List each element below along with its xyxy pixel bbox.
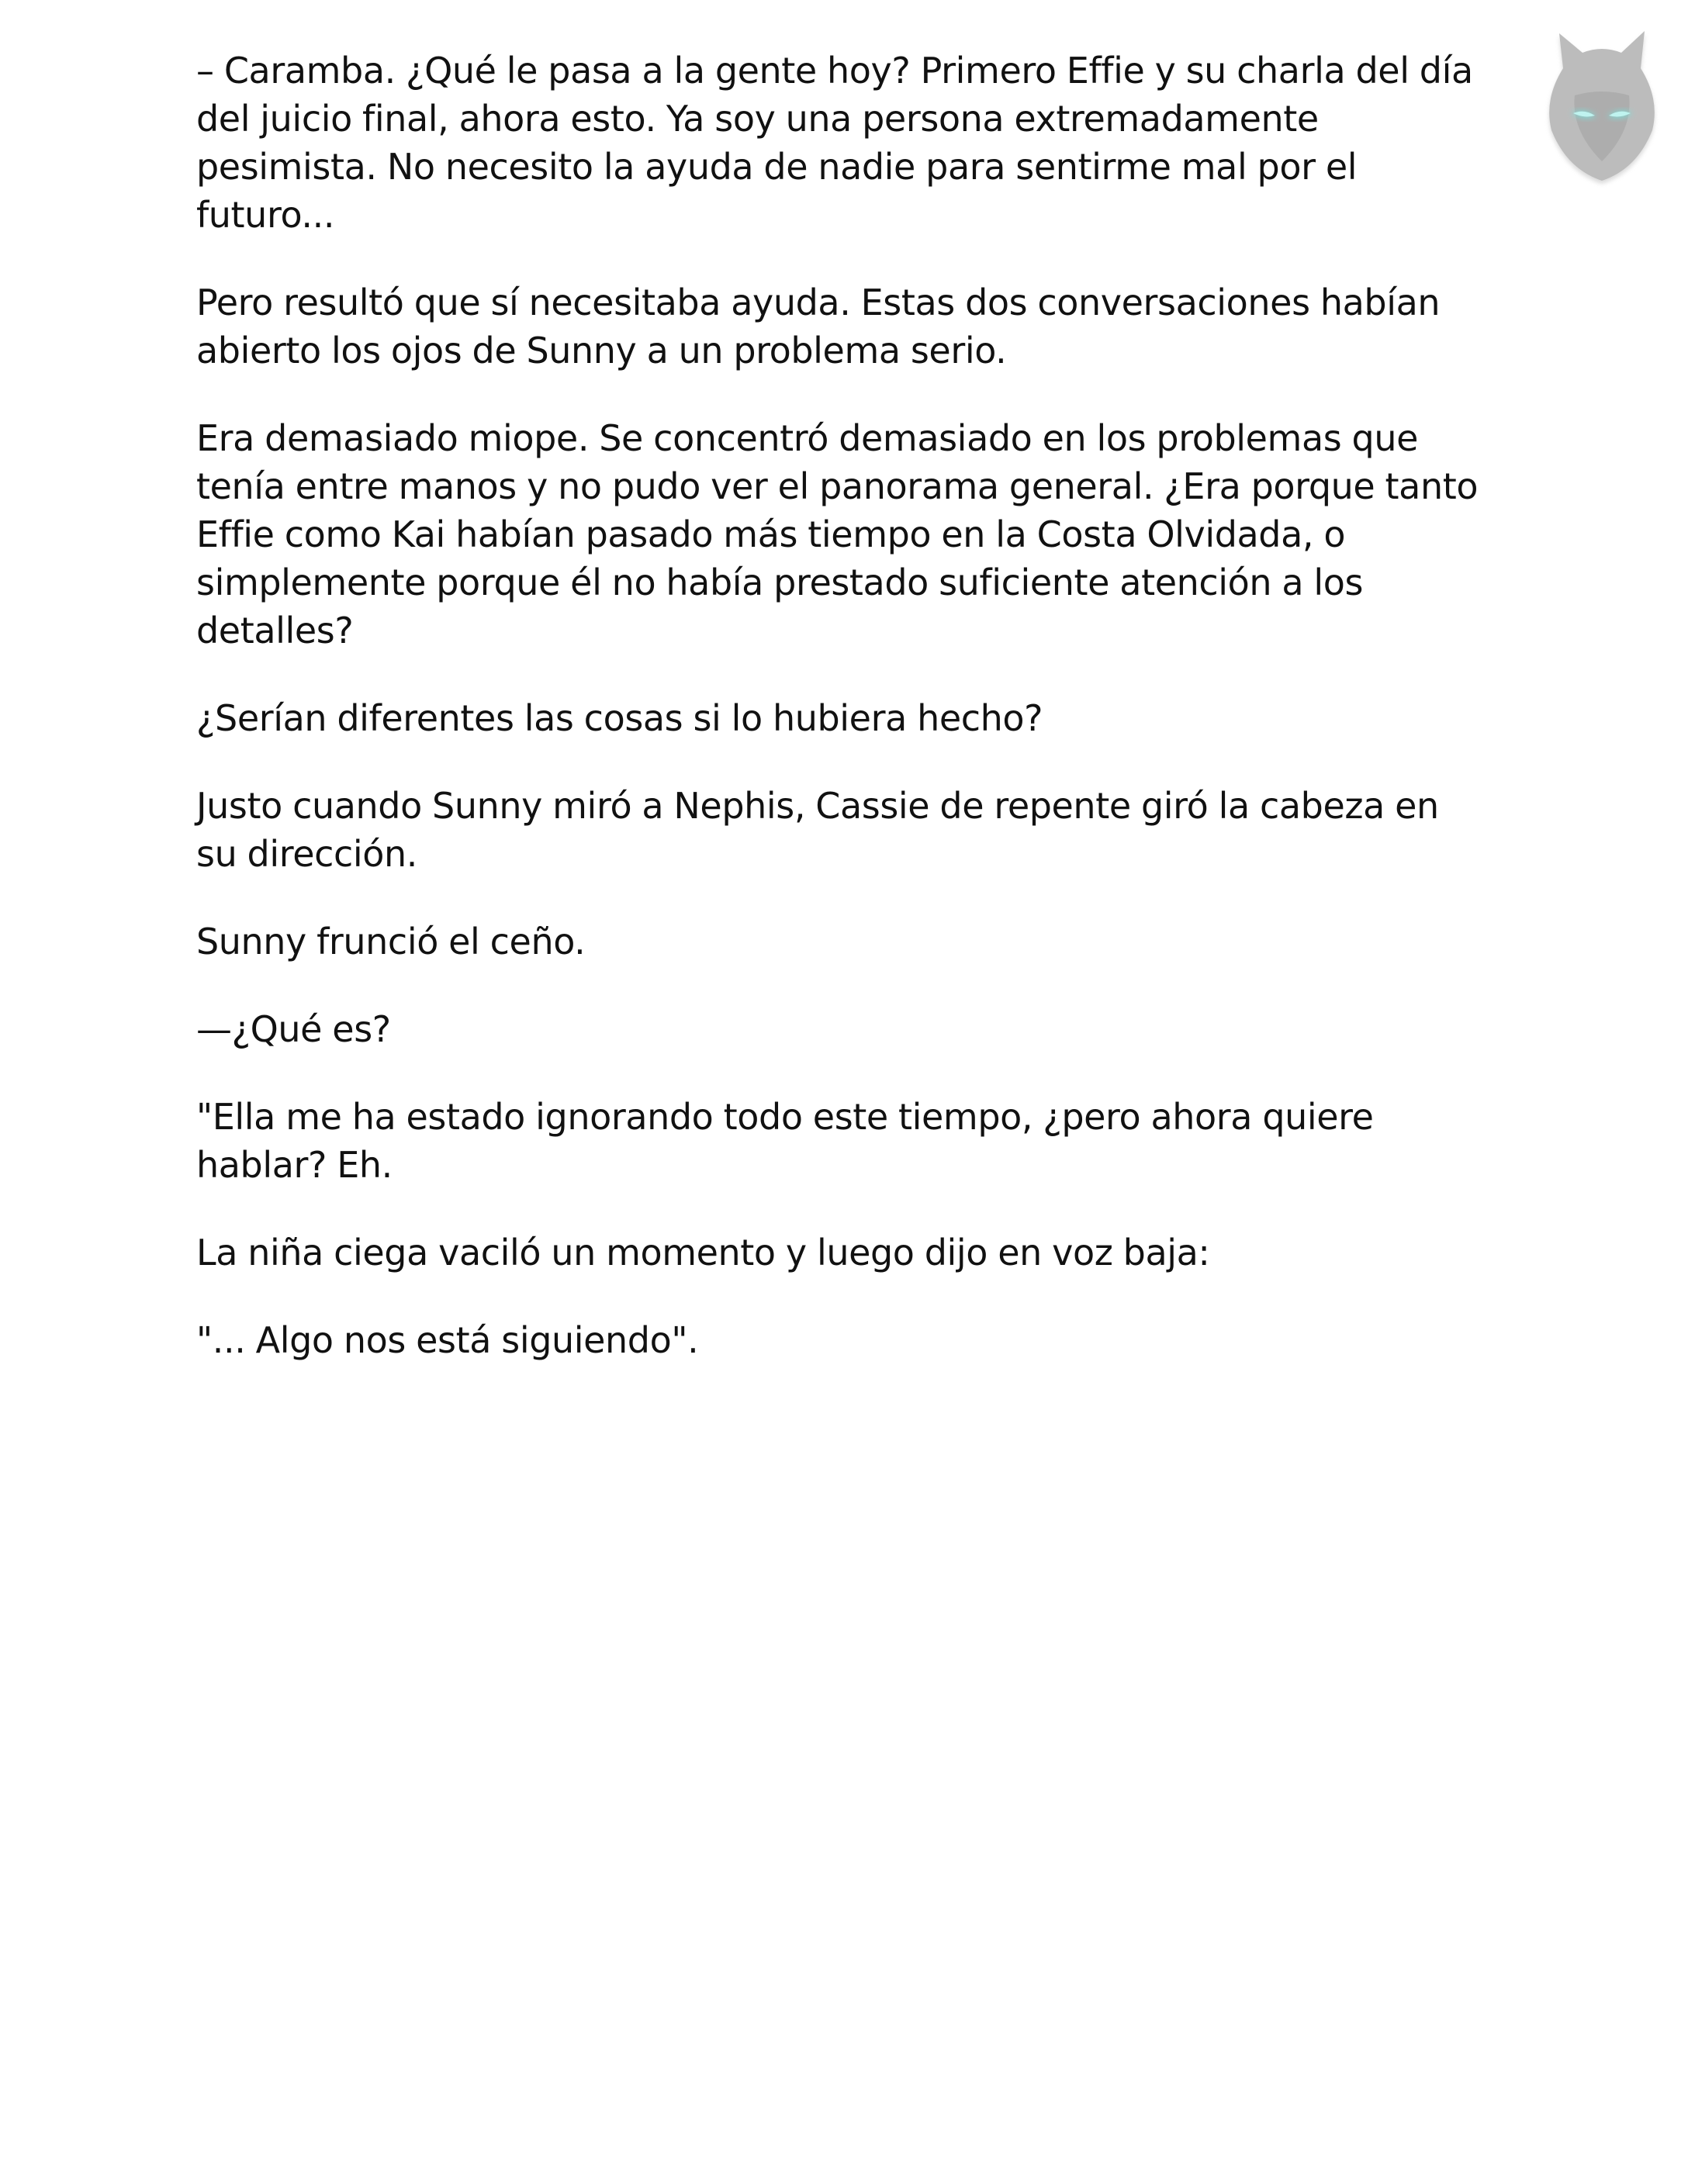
paragraph-1: – Caramba. ¿Qué le pasa a la gente hoy? Primero Effie y su charla del día del juicio final, ahora esto. Ya soy una persona extremadamente pesimista. No necesito la ayuda de nadie para sentirme mal por el futuro... [196,50,1473,236]
logo-silhouette [1549,31,1655,184]
paragraph-10: "... Algo nos está siguiendo". [196,1319,699,1361]
paragraph-5: Justo cuando Sunny miró a Nephis, Cassie de repente giró la cabeza en su dirección. [196,785,1439,875]
paragraph-4: ¿Serían diferentes las cosas si lo hubiera hecho? [196,697,1043,739]
paragraph-8: "Ella me ha estado ignorando todo este tiempo, ¿pero ahora quiere hablar? Eh. [196,1096,1374,1186]
paragraph-6: Sunny frunció el ceño. [196,921,586,962]
paragraph-2: Pero resultó que sí necesitaba ayuda. Estas dos conversaciones habían abierto los ojos de Sunny a un problema serio. [196,282,1441,371]
paragraph-9: La niña ciega vaciló un momento y luego dijo en voz baja: [196,1232,1210,1273]
document-body [196,47,1484,1404]
paragraph-7: —¿Qué es? [196,1008,391,1050]
horned-demon-head-icon [1528,14,1676,188]
paragraph-3: Era demasiado miope. Se concentró demasiado en los problemas que tenía entre manos y no pudo ver el panorama general. ¿Era porque tanto Effie como Kai habían pasado más tiempo en la Costa Olvidada, o simplemente porque él no había prestado suficiente atención a los detalles? [196,417,1479,651]
